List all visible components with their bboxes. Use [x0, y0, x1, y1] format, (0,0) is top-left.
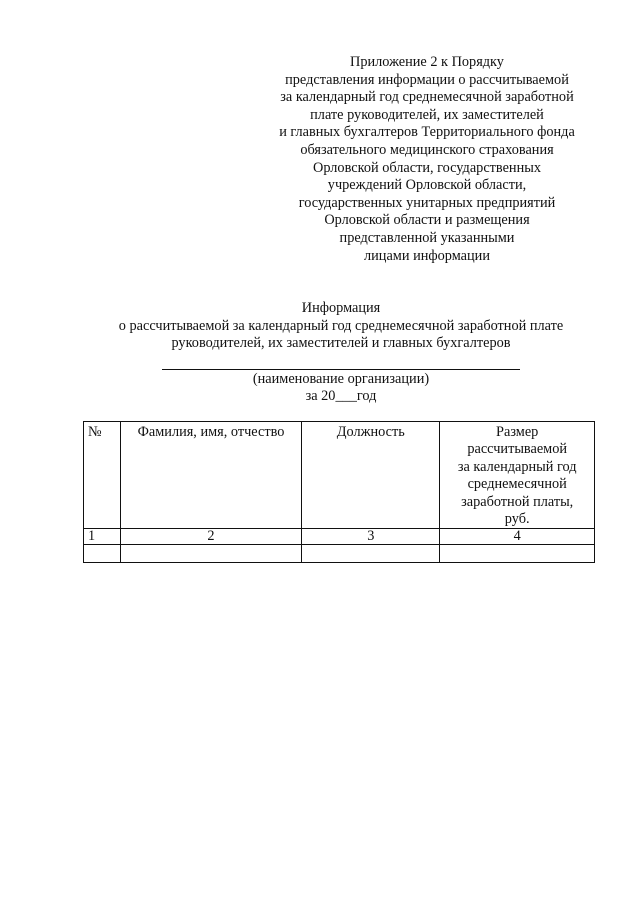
appendix-line: государственных унитарных предприятий	[298, 194, 556, 211]
header-salary-line: среднемесячной	[467, 476, 567, 493]
organization-name-line	[162, 369, 520, 370]
appendix-line: Орловской области и размещения	[324, 212, 530, 229]
column-number-cell: 3	[302, 529, 440, 545]
appendix-line: за календарный год среднемесячной заработной	[280, 89, 574, 106]
header-salary-size	[440, 422, 595, 529]
empty-cell	[302, 545, 440, 563]
salary-table	[83, 421, 595, 563]
header-salary-line: руб.	[504, 511, 530, 528]
empty-cell	[440, 545, 595, 563]
appendix-line: представленной указанными	[339, 229, 515, 246]
column-number-cell: 4	[440, 529, 595, 545]
header-position: Должность	[302, 422, 440, 529]
table-row	[84, 545, 595, 563]
appendix-line: и главных бухгалтеров Территориального фонда	[279, 124, 575, 141]
header-salary-line: рассчитываемой	[467, 441, 568, 458]
empty-cell	[84, 545, 121, 563]
header-salary-line: за календарный год	[457, 458, 577, 475]
appendix-line: Орловской области, государственных	[313, 159, 541, 176]
header-full-name: Фамилия, имя, отчество	[120, 422, 301, 529]
appendix-line: Приложение 2 к Порядку	[350, 54, 504, 70]
document-subtitle-line: руководителей, их заместителей и главных бухгалтеров	[171, 335, 511, 351]
appendix-line: представления информации о рассчитываемой	[285, 71, 569, 88]
header-number: №	[84, 422, 121, 529]
appendix-line: плате руководителей, их заместителей	[310, 106, 544, 123]
table-header-row	[84, 422, 595, 529]
appendix-heading	[262, 54, 592, 265]
document-title: Информация	[301, 300, 381, 316]
document-title-block	[0, 300, 640, 353]
document-subtitle-line: о рассчитываемой за календарный год среднемесячной заработной плате	[118, 317, 564, 334]
empty-cell	[120, 545, 301, 563]
header-salary-line: заработной платы,	[461, 493, 574, 510]
appendix-line: лицами информации	[364, 247, 490, 264]
appendix-line: учреждений Орловской области,	[327, 177, 527, 194]
header-salary-line: Размер	[496, 424, 539, 440]
column-number-row	[84, 529, 595, 545]
organization-caption: (наименование организации)	[252, 371, 430, 387]
column-number-cell: 2	[120, 529, 301, 545]
year-line: за 20___год	[305, 388, 377, 404]
appendix-line: обязательного медицинского страхования	[300, 141, 554, 158]
column-number-cell: 1	[84, 529, 121, 545]
